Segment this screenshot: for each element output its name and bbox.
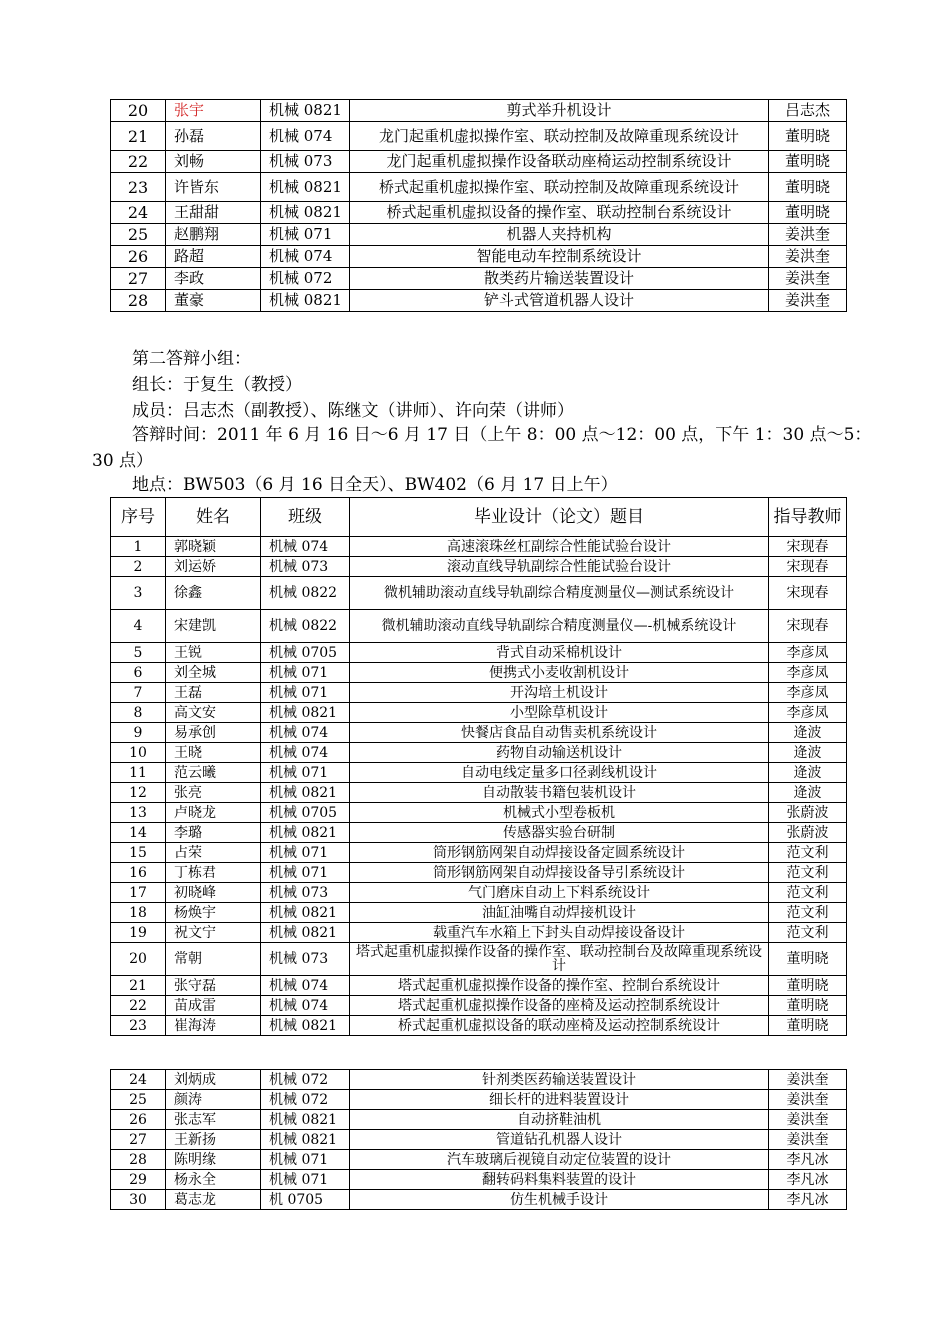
table-row: [111, 996, 847, 1016]
cell-tutor: 姜洪奎: [769, 246, 847, 268]
cell-name: 李璐: [166, 823, 261, 843]
cell-tutor: 吕志杰: [769, 100, 847, 122]
group2-time: 答辩时间：2011 年 6 月 16 日～6 月 17 日（上午 8：00 点～12：00 点，下午 1：30 点～5：30 点）: [92, 425, 872, 471]
cell-class: 机械 074: [261, 976, 350, 996]
cell-title: 机器人夹持机构: [350, 224, 769, 246]
cell-name: 易承创: [166, 723, 261, 743]
table-row: [111, 1170, 847, 1190]
cell-no: 21: [111, 976, 166, 996]
cell-class: 机械 074: [261, 723, 350, 743]
cell-class: 机械 071: [261, 663, 350, 683]
cell-title: 细长杆的进料装置设计: [350, 1090, 769, 1110]
table-row: [111, 943, 847, 976]
cell-name: 张亮: [166, 783, 261, 803]
table-row: [111, 683, 847, 703]
cell-title: 自动电线定量多口径剥线机设计: [350, 763, 769, 783]
defense-table-group1-continued: [110, 99, 847, 312]
cell-class: 机械 071: [261, 683, 350, 703]
cell-name: 刘畅: [166, 151, 261, 173]
group2-heading: 第二答辩小组：: [132, 349, 251, 369]
table-row: [111, 763, 847, 783]
cell-no: 23: [111, 1016, 166, 1036]
cell-title: 快餐店食品自动售卖机系统设计: [350, 723, 769, 743]
cell-class: 机械 074: [261, 122, 350, 151]
cell-no: 24: [111, 202, 166, 224]
cell-title: 载重汽车水箱上下封头自动焊接设备设计: [350, 923, 769, 943]
cell-no: 7: [111, 683, 166, 703]
cell-title: 小型除草机设计: [350, 703, 769, 723]
cell-title: 铲斗式管道机器人设计: [350, 290, 769, 312]
table-body: [111, 498, 847, 1036]
table-row: [111, 1090, 847, 1110]
cell-name: 许皆东: [166, 173, 261, 202]
table-row: [111, 151, 847, 173]
cell-no: 25: [111, 224, 166, 246]
cell-name: 宋建凯: [166, 610, 261, 643]
cell-no: 25: [111, 1090, 166, 1110]
cell-no: 30: [111, 1190, 166, 1210]
table-row: [111, 577, 847, 610]
cell-tutor: 范文利: [769, 923, 847, 943]
cell-name: 张守磊: [166, 976, 261, 996]
cell-no: 26: [111, 1110, 166, 1130]
cell-tutor: 董明晓: [769, 202, 847, 224]
table-row: [111, 743, 847, 763]
cell-class: 机械 074: [261, 743, 350, 763]
cell-class: 机械 074: [261, 996, 350, 1016]
cell-title: 滚动直线导轨副综合性能试验台设计: [350, 557, 769, 577]
table-row: [111, 863, 847, 883]
table-row: [111, 783, 847, 803]
cell-name: 陈明缘: [166, 1150, 261, 1170]
cell-name: 王磊: [166, 683, 261, 703]
cell-no: 13: [111, 803, 166, 823]
cell-name: 初晓峰: [166, 883, 261, 903]
cell-no: 21: [111, 122, 166, 151]
table-row: [111, 537, 847, 557]
cell-no: 15: [111, 843, 166, 863]
cell-name: 赵鹏翔: [166, 224, 261, 246]
cell-no: 1: [111, 537, 166, 557]
group2-place: 地点：BW503（6 月 16 日全天）、BW402（6 月 17 日上午）: [132, 475, 618, 495]
cell-tutor: 姜洪奎: [769, 1110, 847, 1130]
cell-no: 9: [111, 723, 166, 743]
cell-tutor: 逄波: [769, 783, 847, 803]
cell-class: 机械 073: [261, 943, 350, 976]
cell-title: 剪式举升机设计: [350, 100, 769, 122]
cell-no: 20: [111, 943, 166, 976]
cell-class: 机械 073: [261, 151, 350, 173]
cell-class: 机械 072: [261, 1070, 350, 1090]
cell-title: 龙门起重机虚拟操作设备联动座椅运动控制系统设计: [350, 151, 769, 173]
cell-tutor: 董明晓: [769, 996, 847, 1016]
cell-tutor: 姜洪奎: [769, 224, 847, 246]
cell-tutor: 董明晓: [769, 122, 847, 151]
cell-name: 高文安: [166, 703, 261, 723]
table-header-row: [111, 498, 847, 537]
table-row: [111, 976, 847, 996]
table-row: [111, 663, 847, 683]
cell-class: 机械 071: [261, 843, 350, 863]
cell-name: 刘运娇: [166, 557, 261, 577]
cell-tutor: 李彦凤: [769, 663, 847, 683]
cell-name: 杨永全: [166, 1170, 261, 1190]
cell-name: 郭晓颖: [166, 537, 261, 557]
cell-no: 27: [111, 1130, 166, 1150]
cell-class: 机械 0821: [261, 823, 350, 843]
cell-class: 机械 0821: [261, 1016, 350, 1036]
cell-title: 便携式小麦收割机设计: [350, 663, 769, 683]
header-tutor: 指导教师: [769, 498, 847, 537]
cell-class: 机械 0821: [261, 1130, 350, 1150]
cell-name: 王晓: [166, 743, 261, 763]
cell-class: 机械 071: [261, 224, 350, 246]
cell-title: 桥式起重机虚拟设备的操作室、联动控制台系统设计: [350, 202, 769, 224]
cell-class: 机械 0822: [261, 610, 350, 643]
cell-class: 机 0705: [261, 1190, 350, 1210]
cell-no: 28: [111, 1150, 166, 1170]
cell-title: 塔式起重机虚拟操作设备的操作室、联动控制台及故障重现系统设计: [350, 943, 769, 976]
cell-tutor: 李凡冰: [769, 1150, 847, 1170]
cell-title: 塔式起重机虚拟操作设备的操作室、控制台系统设计: [350, 976, 769, 996]
cell-name: 卢晓龙: [166, 803, 261, 823]
table-row: [111, 923, 847, 943]
cell-title: 筒形钢筋网架自动焊接设备定圆系统设计: [350, 843, 769, 863]
cell-tutor: 宋现春: [769, 537, 847, 557]
cell-class: 机械 0821: [261, 903, 350, 923]
table-row: [111, 643, 847, 663]
cell-no: 19: [111, 923, 166, 943]
group2-members: 成员：吕志杰（副教授）、陈继文（讲师）、许向荣（讲师）: [132, 401, 574, 421]
cell-no: 27: [111, 268, 166, 290]
cell-title: 机械式小型卷板机: [350, 803, 769, 823]
cell-class: 机械 0821: [261, 783, 350, 803]
cell-tutor: 张蔚波: [769, 803, 847, 823]
cell-tutor: 李彦凤: [769, 643, 847, 663]
cell-name: 常朝: [166, 943, 261, 976]
cell-no: 28: [111, 290, 166, 312]
table-row: [111, 803, 847, 823]
table-row: [111, 224, 847, 246]
table-body: [111, 100, 847, 312]
table-row: [111, 173, 847, 202]
cell-tutor: 姜洪奎: [769, 1130, 847, 1150]
header-title: 毕业设计（论文）题目: [350, 498, 769, 537]
cell-title: 自动散装书籍包装机设计: [350, 783, 769, 803]
cell-title: 仿生机械手设计: [350, 1190, 769, 1210]
cell-title: 龙门起重机虚拟操作室、联动控制及故障重现系统设计: [350, 122, 769, 151]
cell-class: 机械 072: [261, 268, 350, 290]
cell-no: 6: [111, 663, 166, 683]
table-row: [111, 100, 847, 122]
cell-name: 路超: [166, 246, 261, 268]
table-row: [111, 1130, 847, 1150]
cell-name: 王甜甜: [166, 202, 261, 224]
cell-no: 2: [111, 557, 166, 577]
cell-no: 29: [111, 1170, 166, 1190]
table-row: [111, 268, 847, 290]
cell-tutor: 董明晓: [769, 1016, 847, 1036]
cell-no: 5: [111, 643, 166, 663]
cell-class: 机械 071: [261, 1150, 350, 1170]
cell-name: 崔海涛: [166, 1016, 261, 1036]
cell-no: 23: [111, 173, 166, 202]
header-name: 姓名: [166, 498, 261, 537]
table-row: [111, 843, 847, 863]
cell-class: 机械 0821: [261, 173, 350, 202]
cell-no: 10: [111, 743, 166, 763]
table-row: [111, 557, 847, 577]
cell-name: 张宇: [166, 100, 261, 122]
cell-class: 机械 0705: [261, 803, 350, 823]
cell-title: 散类药片输送装置设计: [350, 268, 769, 290]
cell-title: 气门磨床自动上下料系统设计: [350, 883, 769, 903]
cell-title: 桥式起重机虚拟设备的联动座椅及运动控制系统设计: [350, 1016, 769, 1036]
table-row: [111, 1150, 847, 1170]
cell-tutor: 姜洪奎: [769, 290, 847, 312]
cell-name: 董豪: [166, 290, 261, 312]
cell-name: 刘炳成: [166, 1070, 261, 1090]
cell-class: 机械 0822: [261, 577, 350, 610]
cell-no: 3: [111, 577, 166, 610]
header-no: 序号: [111, 498, 166, 537]
table-body: [111, 1070, 847, 1210]
cell-class: 机械 0821: [261, 202, 350, 224]
cell-no: 12: [111, 783, 166, 803]
cell-class: 机械 0821: [261, 1110, 350, 1130]
cell-title: 筒形钢筋网架自动焊接设备导引系统设计: [350, 863, 769, 883]
table-row: [111, 903, 847, 923]
cell-tutor: 范文利: [769, 843, 847, 863]
cell-title: 药物自动输送机设计: [350, 743, 769, 763]
cell-tutor: 宋现春: [769, 577, 847, 610]
cell-name: 颜涛: [166, 1090, 261, 1110]
cell-no: 8: [111, 703, 166, 723]
cell-title: 高速滚珠丝杠副综合性能试验台设计: [350, 537, 769, 557]
cell-tutor: 张蔚波: [769, 823, 847, 843]
table-row: [111, 1070, 847, 1090]
cell-class: 机械 073: [261, 557, 350, 577]
cell-no: 22: [111, 151, 166, 173]
table-row: [111, 1190, 847, 1210]
cell-title: 自动挤鞋油机: [350, 1110, 769, 1130]
table-row: [111, 883, 847, 903]
cell-class: 机械 074: [261, 246, 350, 268]
cell-tutor: 范文利: [769, 883, 847, 903]
cell-title: 微机辅助滚动直线导轨副综合精度测量仪—-机械系统设计: [350, 610, 769, 643]
group2-leader: 组长：于复生（教授）: [132, 375, 302, 395]
cell-class: 机械 074: [261, 537, 350, 557]
cell-title: 针剂类医药输送装置设计: [350, 1070, 769, 1090]
table-row: [111, 246, 847, 268]
defense-table-group2-continued: [110, 1069, 847, 1210]
cell-title: 智能电动车控制系统设计: [350, 246, 769, 268]
cell-no: 4: [111, 610, 166, 643]
cell-name: 张志军: [166, 1110, 261, 1130]
table-row: [111, 723, 847, 743]
cell-tutor: 逄波: [769, 743, 847, 763]
table-row: [111, 1016, 847, 1036]
cell-no: 14: [111, 823, 166, 843]
cell-class: 机械 071: [261, 863, 350, 883]
cell-no: 20: [111, 100, 166, 122]
cell-class: 机械 072: [261, 1090, 350, 1110]
cell-name: 葛志龙: [166, 1190, 261, 1210]
table-row: [111, 823, 847, 843]
cell-no: 17: [111, 883, 166, 903]
cell-class: 机械 0821: [261, 100, 350, 122]
cell-tutor: 姜洪奎: [769, 268, 847, 290]
cell-name: 占荣: [166, 843, 261, 863]
table-row: [111, 290, 847, 312]
cell-tutor: 范文利: [769, 903, 847, 923]
cell-tutor: 董明晓: [769, 943, 847, 976]
cell-title: 开沟培土机设计: [350, 683, 769, 703]
table-row: [111, 202, 847, 224]
cell-name: 徐鑫: [166, 577, 261, 610]
defense-table-group2: [110, 497, 847, 1036]
cell-tutor: 逄波: [769, 723, 847, 743]
cell-title: 塔式起重机虚拟操作设备的座椅及运动控制系统设计: [350, 996, 769, 1016]
cell-no: 26: [111, 246, 166, 268]
cell-name: 祝文宁: [166, 923, 261, 943]
cell-class: 机械 071: [261, 763, 350, 783]
table-row: [111, 703, 847, 723]
cell-tutor: 李凡冰: [769, 1190, 847, 1210]
cell-title: 管道钻孔机器人设计: [350, 1130, 769, 1150]
cell-class: 机械 073: [261, 883, 350, 903]
cell-no: 24: [111, 1070, 166, 1090]
cell-title: 传感器实验台研制: [350, 823, 769, 843]
cell-name: 范云曦: [166, 763, 261, 783]
cell-class: 机械 0821: [261, 703, 350, 723]
cell-no: 18: [111, 903, 166, 923]
header-class: 班级: [261, 498, 350, 537]
cell-tutor: 董明晓: [769, 173, 847, 202]
cell-name: 苗成雷: [166, 996, 261, 1016]
cell-title: 桥式起重机虚拟操作室、联动控制及故障重现系统设计: [350, 173, 769, 202]
cell-tutor: 李凡冰: [769, 1170, 847, 1190]
table-row: [111, 122, 847, 151]
cell-tutor: 宋现春: [769, 557, 847, 577]
table-row: [111, 1110, 847, 1130]
cell-name: 李政: [166, 268, 261, 290]
cell-title: 油缸油嘴自动焊接机设计: [350, 903, 769, 923]
cell-tutor: 李彦凤: [769, 683, 847, 703]
cell-tutor: 李彦凤: [769, 703, 847, 723]
cell-name: 丁栋君: [166, 863, 261, 883]
cell-tutor: 董明晓: [769, 976, 847, 996]
cell-tutor: 范文利: [769, 863, 847, 883]
cell-no: 22: [111, 996, 166, 1016]
cell-name: 王新扬: [166, 1130, 261, 1150]
cell-title: 微机辅助滚动直线导轨副综合精度测量仪—测试系统设计: [350, 577, 769, 610]
cell-tutor: 姜洪奎: [769, 1070, 847, 1090]
cell-title: 背式自动采棉机设计: [350, 643, 769, 663]
cell-class: 机械 0821: [261, 923, 350, 943]
cell-tutor: 逄波: [769, 763, 847, 783]
cell-class: 机械 0821: [261, 290, 350, 312]
cell-tutor: 姜洪奎: [769, 1090, 847, 1110]
cell-title: 汽车玻璃后视镜自动定位装置的设计: [350, 1150, 769, 1170]
cell-no: 16: [111, 863, 166, 883]
cell-name: 孙磊: [166, 122, 261, 151]
cell-no: 11: [111, 763, 166, 783]
cell-name: 刘全城: [166, 663, 261, 683]
cell-class: 机械 0705: [261, 643, 350, 663]
cell-class: 机械 071: [261, 1170, 350, 1190]
cell-tutor: 宋现春: [769, 610, 847, 643]
cell-name: 王锐: [166, 643, 261, 663]
cell-tutor: 董明晓: [769, 151, 847, 173]
cell-title: 翻转码料集料装置的设计: [350, 1170, 769, 1190]
table-row: [111, 610, 847, 643]
cell-name: 杨焕宇: [166, 903, 261, 923]
